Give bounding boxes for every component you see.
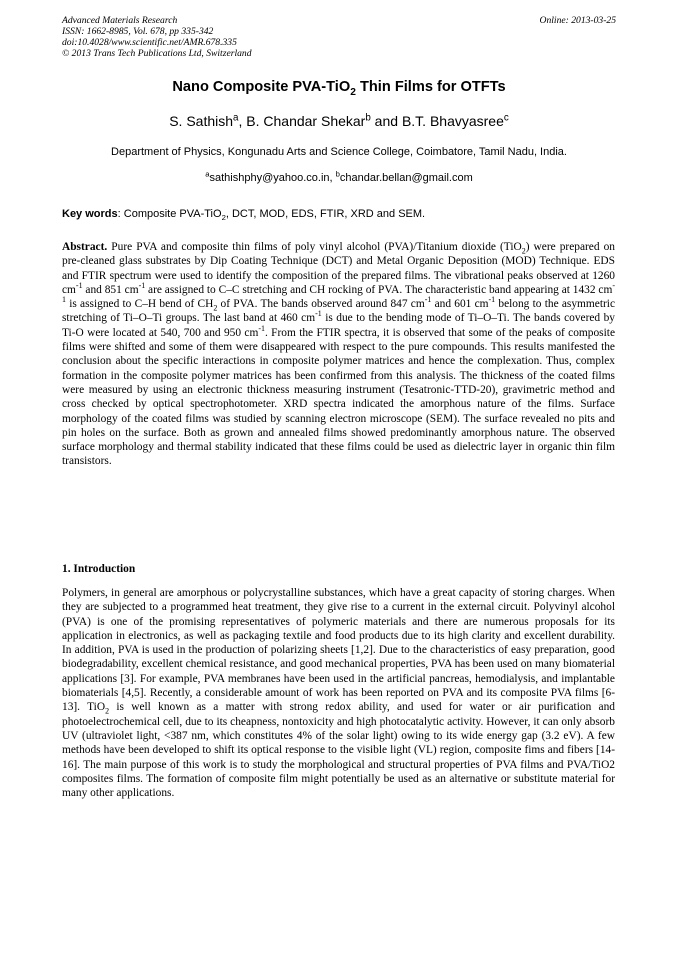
- abstract-label: Abstract.: [62, 241, 108, 253]
- author-3: B.T. Bhavyasree: [401, 113, 504, 129]
- author-1: S. Sathish: [169, 113, 234, 129]
- copyright-line: © 2013 Trans Tech Publications Ltd, Switzerland: [62, 48, 252, 59]
- introduction-paragraph: Polymers, in general are amorphous or polycrystalline substances, which have a great capacity of storing charges. When they are subjected to a programmed heat treatment, they give rise to a current in the external circuit. Polyvinyl alcohol (PVA) is one of the promising representatives of polymeric materials and there are numerous proposals for its application in electronics, as well as packaging textile and food products due to its high clarity and excellent durability. In addition, PVA is used in the production of polarizing sheets [1,2]. Due to the characteristics of easy preparation, good biodegradability, excellent chemical resistance, and good mechanical properties, PVA has been used on many biomaterial applications [3]. For example, PVA membranes have been used in the artificial pancreas, hemodialysis, and implantable biomaterials [4,5]. Recently, a considerable amount of work has been reported on PVA and its composite PVA films [6-13]. TiO$_2$ is well known as a matter with strong redox ability, and used for water or air purification and photoelectrochemical cell, due to its cheapness, nontoxicity and high photocatalytic activity. However, it can only absorb UV (ultraviolet light, <387 nm, which constitutes 4% of the solar light) owing to its wide energy gap (3.2 eV). A few methods have been developed to shift its optical response to the visible light (VL) region, composite fims and fibers [14-16]. The main purpose of this work is to study the morphological and structural properties of PVA films and PVA/TiO2 composites films. The formation of composite film might potentially be used as an alternative or substitute material for many other applications.: [62, 587, 616, 800]
- journal-name: Advanced Materials Research: [62, 15, 178, 26]
- abstract: Abstract. Pure PVA and composite thin films of poly vinyl alcohol (PVA)/Titanium dioxide (TiO$_2$) were prepared on pre-cleaned glass substrates by Dip Coating Technique (DCT) and Metal Organic Deposition (MOD) Technique. EDS and FTIR spectrum were used to identify the composition of the prepared films. The vibrational peaks observed at 1260 $cm^{-1}$ and 851 $cm^{-1}$ are assigned to C–C stretching and CH rocking of PVA. The characteristic band appearing at 1432 $cm^{-1}$ is assigned to C–H bend of $CH_2$ of PVA. The bands observed around 847 $cm^{-1}$ and 601 $cm^{-1}$ belong to the asymmetric stretching of Ti–O–Ti groups. The last band at 460 $cm^{-1}$ is due to the bending mode of Ti–O–Ti. The bands covered by Ti-O were located at 540, 700 and 950 $cm^{-1}$. From the FTIR spectra, it is observed that some of the peaks of composite films were shifted and some of them were disappeared with respect to the pure compounds. This results manifested the conclusion about the specific interactions in composite polymer matrices and hence the complexation. Thus, complex formation in the composite polymer matrices has been confirmed from this analysis. The thickness of the coated films were measured by using an electronic thickness measuring instrument (Tesatronic-TTD-20), gravimetric method and cross checked by optical spectrophotometer. XRD spectra indicated the amorphous nature of the films. Surface morphology of the coated films was studied by scanning electron microscope (SEM). The surface revealed no pits and pin holes on the surface. Both as grown and annealed films showed predominantly amorphous nature. The observed surface morphology and thermal stability indicated that these films could be used as dielectric layer in organic thin film transistors.: [62, 241, 616, 468]
- author-emails: $^a$sathishphy@yahoo.co.in, $^b$chandar.bellan@gmail.com: [205, 169, 473, 184]
- online-date: Online: 2013-03-25: [539, 15, 616, 26]
- paper-title: Nano Composite PVA-TiO$_2$ Thin Films for OTFTs: [172, 79, 506, 98]
- author-list: S. Sathish$^a$, B. Chandar Shekar$^b$ and B.T. Bhavyasree$^c$: [169, 112, 509, 129]
- journal-header: [62, 15, 616, 59]
- section-heading-introduction: 1. Introduction: [62, 563, 136, 575]
- keywords: Key words: Composite PVA-TiO$_2$, DCT, MOD, EDS, FTIR, XRD and SEM.: [62, 208, 426, 223]
- keywords-label: Key words: [62, 208, 118, 220]
- affiliation: Department of Physics, Kongunadu Arts and Science College, Coimbatore, Tamil Nadu, India.: [111, 146, 567, 158]
- doi-line: doi:10.4028/www.scientific.net/AMR.678.335: [62, 37, 237, 48]
- author-2: B. Chandar Shekar: [246, 113, 366, 129]
- issn-line: ISSN: 1662-8985, Vol. 678, pp 335-342: [62, 26, 214, 37]
